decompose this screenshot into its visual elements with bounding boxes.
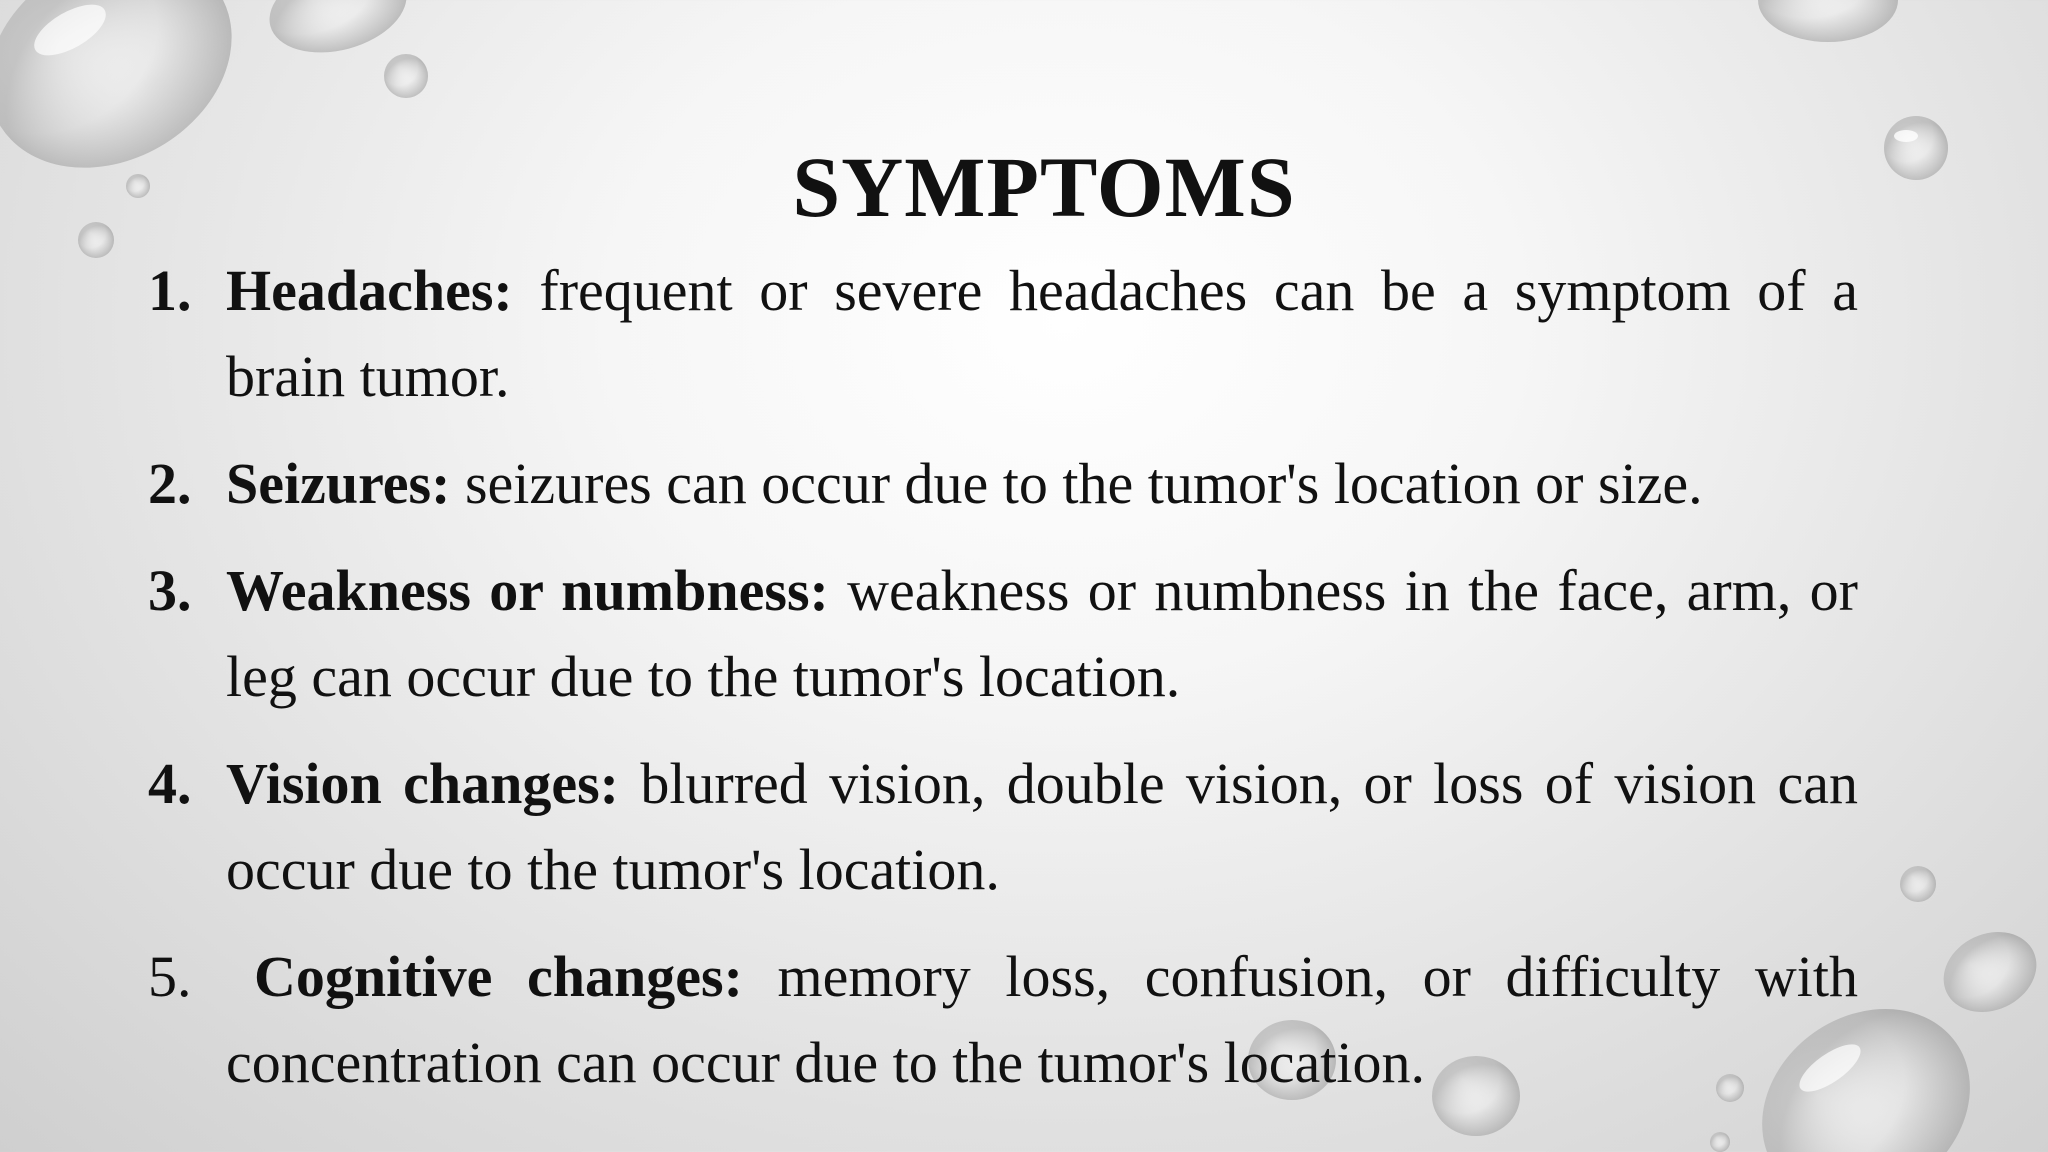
item-term: Seizures: bbox=[226, 451, 451, 516]
page-title: SYMPTOMS bbox=[792, 138, 1296, 235]
item-number: 2. bbox=[148, 451, 192, 516]
water-drop-icon bbox=[1930, 917, 2048, 1026]
water-drop-icon bbox=[1758, 0, 1898, 42]
item-number: 4. bbox=[148, 751, 192, 816]
list-item bbox=[148, 248, 1858, 420]
item-term: Cognitive changes: bbox=[254, 944, 743, 1009]
item-term: Weakness or numbness: bbox=[226, 558, 829, 623]
item-term: Vision changes: bbox=[226, 751, 619, 816]
item-text: weakness or numbness in the face, arm, or leg can occur due to the tumor's location. bbox=[226, 558, 1858, 709]
list-item bbox=[148, 741, 1858, 913]
list-item bbox=[148, 441, 1858, 527]
item-term: Headaches: bbox=[226, 258, 513, 323]
item-text: frequent or severe headaches can be a symptom of a brain tumor. bbox=[226, 258, 1858, 409]
water-drop-icon bbox=[260, 0, 417, 67]
water-drop-icon bbox=[1900, 866, 1936, 902]
symptoms-list bbox=[148, 248, 1858, 1127]
item-text: blurred vision, double vision, or loss of vision can occur due to the tumor's location. bbox=[226, 751, 1858, 902]
list-item bbox=[148, 548, 1858, 720]
item-text: seizures can occur due to the tumor's location or size. bbox=[450, 451, 1703, 516]
water-drop-icon bbox=[1710, 1132, 1730, 1152]
item-text: memory loss, confusion, or difficulty with concentration can occur due to the tumor's location. bbox=[226, 944, 1858, 1095]
item-number: 5. bbox=[148, 944, 192, 1009]
list-item bbox=[148, 934, 1858, 1106]
item-number: 1. bbox=[148, 258, 192, 323]
item-number: 3. bbox=[148, 558, 192, 623]
water-drop-icon bbox=[384, 54, 428, 98]
